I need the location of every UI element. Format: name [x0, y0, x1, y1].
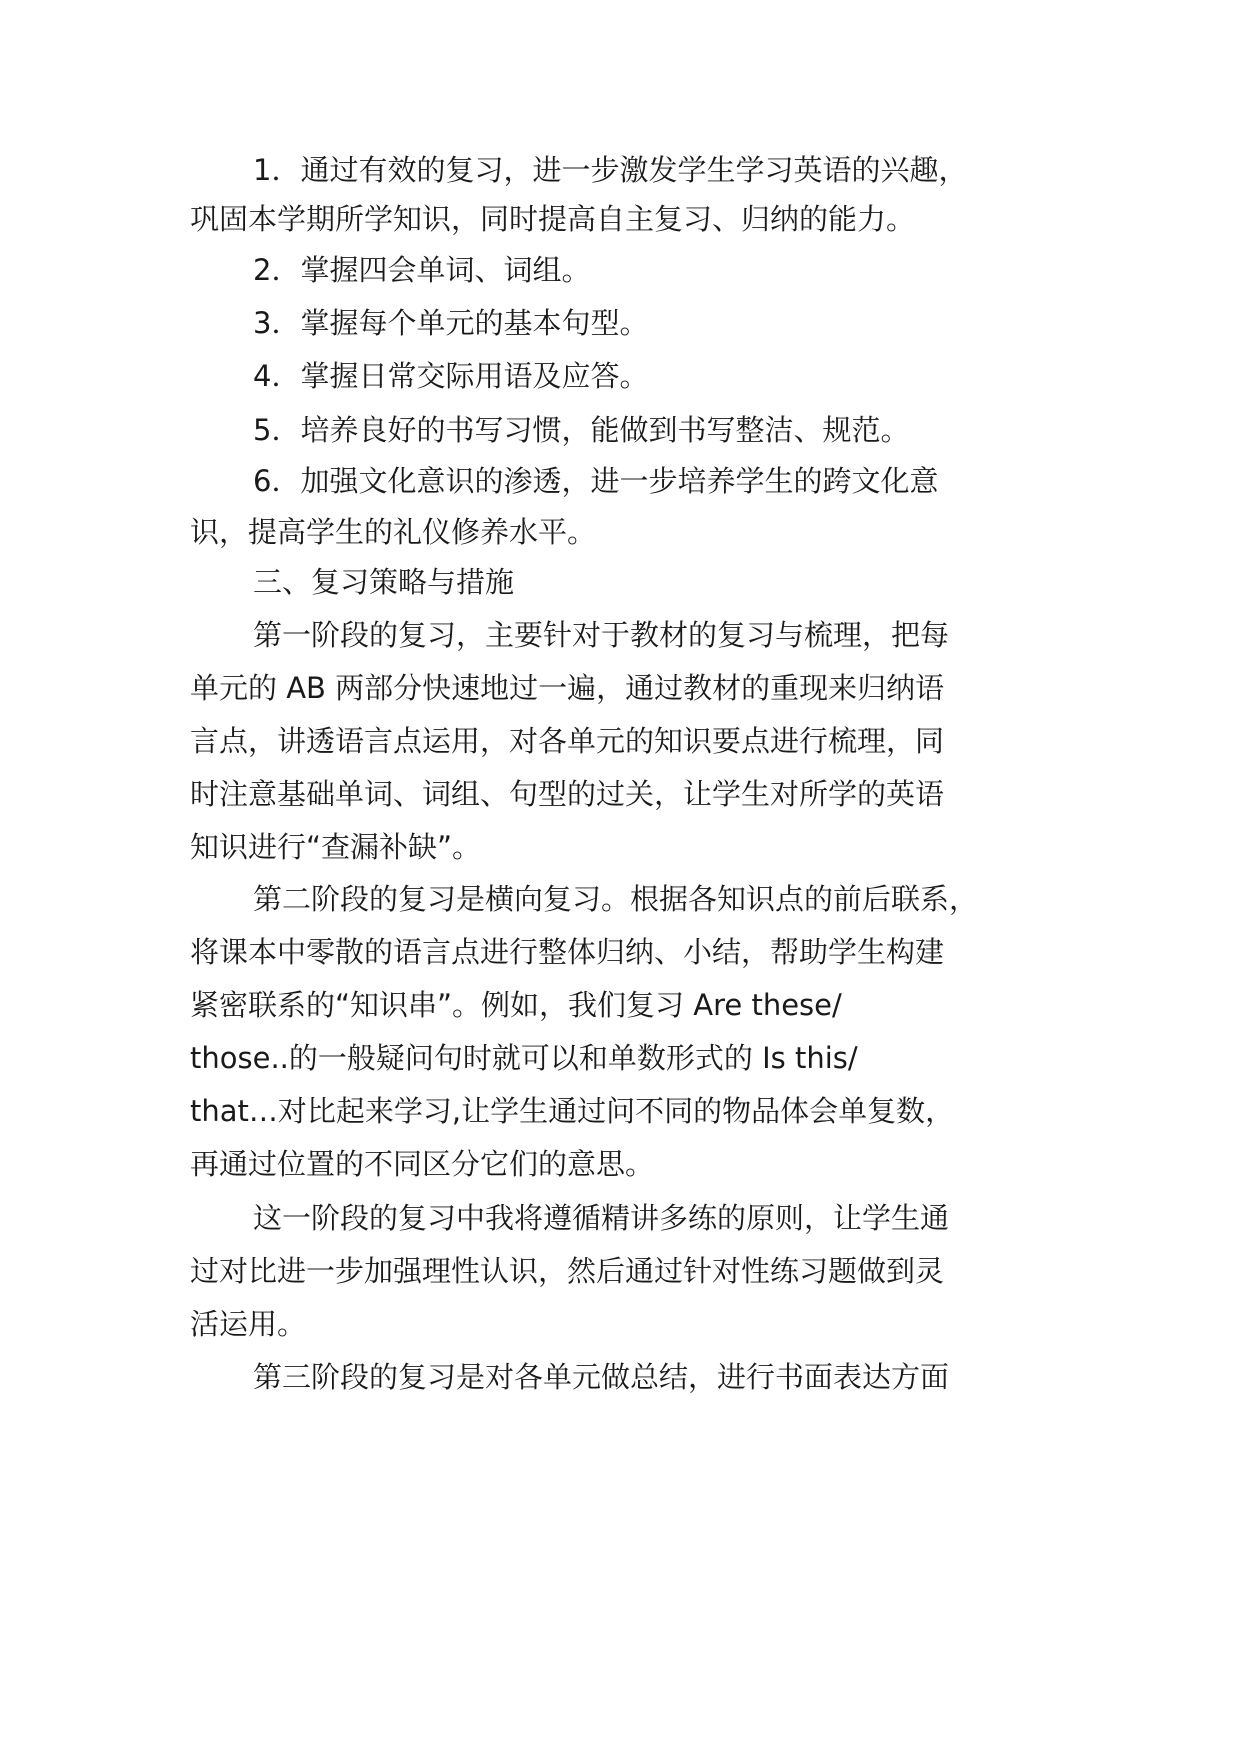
- text-line-7: 6．加强文化意识的渗透，进一步培养学生的跨文化意: [253, 464, 939, 498]
- text-line-22: 过对比进一步加强理性认识，然后通过针对性练习题做到灵: [190, 1254, 945, 1288]
- text-line-24: 第三阶段的复习是对各单元做总结，进行书面表达方面: [253, 1360, 950, 1394]
- text-line-12: 言点，讲透语言点运用，对各单元的知识要点进行梳理，同: [190, 724, 945, 758]
- text-line-9: 三、复习策略与措施: [253, 565, 515, 599]
- text-line-10: 第一阶段的复习，主要针对于教材的复习与梳理，把每: [253, 618, 950, 652]
- text-line-21: 这一阶段的复习中我将遵循精讲多练的原则，让学生通: [253, 1201, 950, 1235]
- text-line-2: 巩固本学期所学知识，同时提高自主复习、归纳的能力。: [190, 202, 916, 236]
- text-line-8: 识，提高学生的礼仪修养水平。: [190, 515, 597, 549]
- text-line-16: 将课本中零散的语言点进行整体归纳、小结，帮助学生构建: [190, 935, 945, 969]
- text-line-5: 4．掌握日常交际用语及应答。: [253, 359, 649, 393]
- text-line-3: 2．掌握四会单词、词组。: [253, 253, 591, 287]
- text-line-4: 3．掌握每个单元的基本句型。: [253, 306, 649, 340]
- text-line-1: 1．通过有效的复习，进一步激发学生学习英语的兴趣，: [253, 153, 968, 187]
- text-line-6: 5．培养良好的书写习惯，能做到书写整洁、规范。: [253, 413, 910, 447]
- text-line-20: 再通过位置的不同区分它们的意思。: [190, 1147, 655, 1181]
- text-line-11: 单元的 AB 两部分快速地过一遍，通过教材的重现来归纳语: [190, 671, 945, 705]
- text-line-13: 时注意基础单词、词组、句型的过关，让学生对所学的英语: [190, 777, 945, 811]
- text-line-23: 活运用。: [190, 1307, 307, 1341]
- text-line-14: 知识进行“查漏补缺”。: [190, 830, 482, 864]
- text-line-17: 紧密联系的“知识串”。例如，我们复习 Are these/: [190, 988, 842, 1022]
- text-line-19: that…对比起来学习,让学生通过问不同的物品体会单复数，: [190, 1094, 955, 1128]
- text-line-18: those..的一般疑问句时就可以和单数形式的 Is this/: [190, 1041, 858, 1075]
- text-line-15: 第二阶段的复习是横向复习。根据各知识点的前后联系，: [253, 882, 979, 916]
